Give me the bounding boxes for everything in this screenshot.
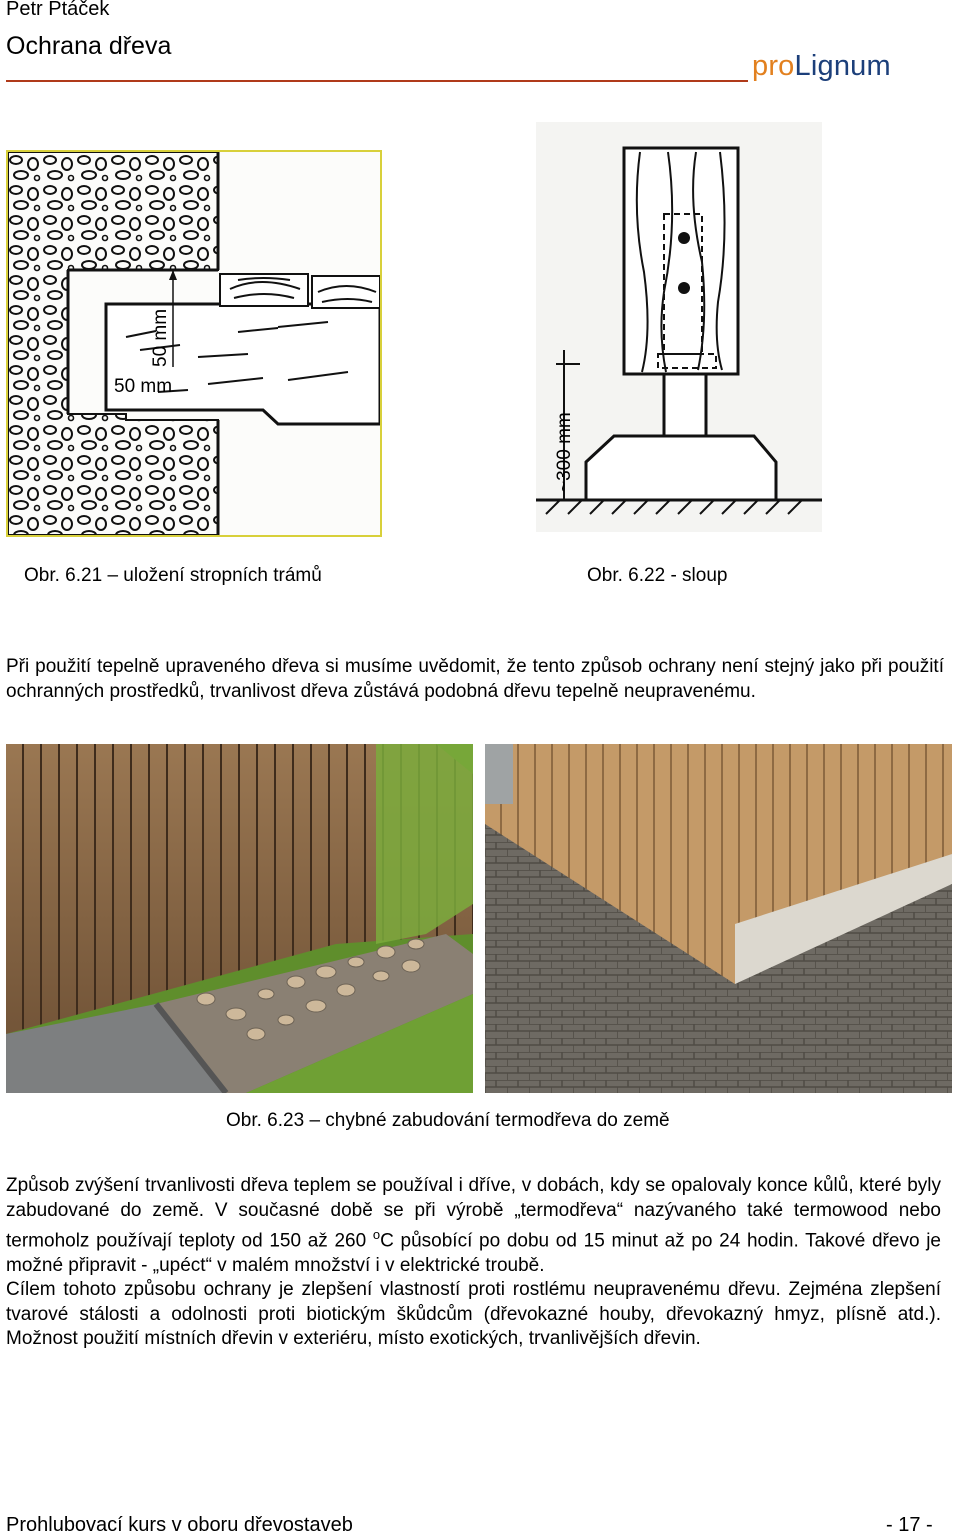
caption-fig-6-21: Obr. 6.21 – uložení stropních trámů	[24, 565, 322, 586]
figure-column	[536, 122, 822, 532]
paragraph-thermowood-note: Při použití tepelně upraveného dřeva si musíme uvědomit, že tento způsob ochrany není stejný jako při použití ochranných prostředků, trvanlivost dřeva zůstává podobná dřevu tepelně neupravenému.	[6, 656, 944, 702]
logo-pro: pro	[752, 50, 795, 82]
logo-lignum: Lignum	[794, 50, 891, 82]
dim-300mm: ~300 mm	[554, 412, 575, 492]
degree-symbol: o	[372, 1227, 381, 1242]
paragraph-thermowood-main	[6, 1174, 941, 1278]
dim-50mm-vertical: 50 mm	[150, 308, 171, 367]
thermowood-text-part1: Způsob zvýšení trvanlivosti dřeva teplem se používal i dříve, v dobách, kdy se opalovaly konce kůlů, které byly zabudované do země. V současné době se při výrobě „termodřeva“ nazývaného také termowood nebo termoholz používají teploty od 150 až 260	[6, 1175, 941, 1252]
figure-beam-support	[6, 150, 382, 537]
paragraph-protection-goal: Cílem tohoto způsobu ochrany je zlepšení vlastností proti rostlému neupravenému dřevu. Zejména zlepšení tvarové stálosti a odolnosti proti biotickým škůdcům (dřevokazné houby, dřevokazný hmyz, plísně atd.). Možnost použití místních dřevin v exteriéru, místo exotických, trvanlivějších dřevin.	[6, 1279, 941, 1350]
thermowood-text-part2: C působící po dobu od 15 minut až po 24 hodin. Takové dřevo je možné připravit - „upéct“ v malém množství i v elektrické troubě.	[6, 1230, 941, 1276]
header-rule	[6, 80, 748, 82]
prolignum-logo	[752, 50, 891, 83]
footer-course: Prohlubovací kurs v oboru dřevostaveb	[6, 1514, 353, 1536]
column-drawing	[536, 122, 822, 532]
beam-support-drawing	[8, 152, 380, 535]
footer-page-number: - 17 -	[886, 1514, 933, 1536]
paragraph-thermowood-history	[6, 1174, 941, 1352]
caption-fig-6-22: Obr. 6.22 - sloup	[587, 565, 728, 586]
dim-50mm-horizontal: 50 mm	[114, 376, 173, 397]
header-author: Petr Ptáček	[6, 0, 110, 20]
photo-wall-gravel	[6, 744, 473, 1093]
caption-fig-6-23: Obr. 6.23 – chybné zabudování termodřeva do země	[226, 1110, 670, 1131]
wall-gravel-illustration	[6, 744, 473, 1093]
facade-paving-illustration	[485, 744, 952, 1093]
photo-facade-paving	[485, 744, 952, 1093]
header-title: Ochrana dřeva	[6, 32, 172, 60]
